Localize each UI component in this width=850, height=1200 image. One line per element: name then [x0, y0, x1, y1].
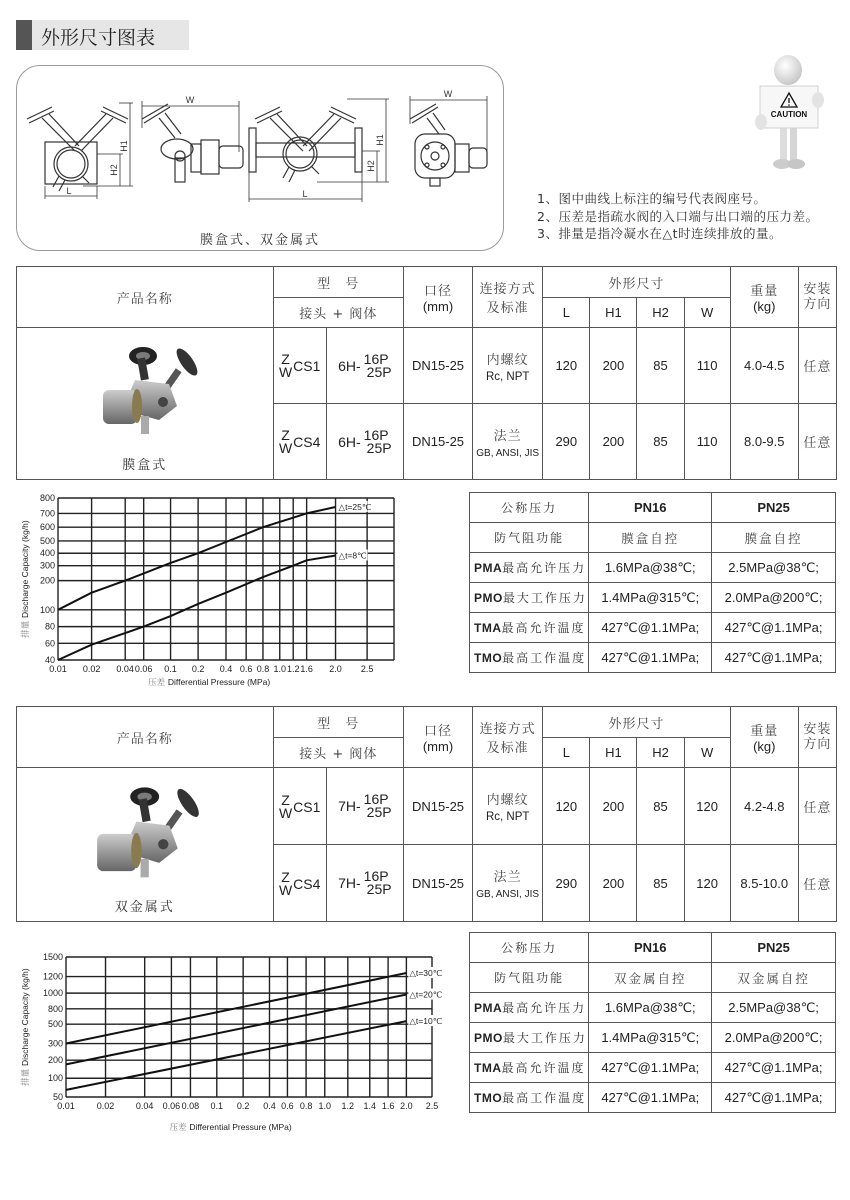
x-tick-label: 0.4 [263, 1101, 276, 1111]
x-tick-label: 2.5 [360, 664, 374, 674]
pressure-table-diaphragm [469, 492, 836, 673]
product-name: 双金属式 [114, 900, 175, 915]
joint-model: Z W CS1 [273, 768, 326, 845]
pressure-row [470, 993, 836, 1023]
header-dimensions: 外形尺寸 [543, 267, 730, 298]
header-connection: 连接方式 及标准 [473, 267, 543, 328]
series-line [66, 995, 406, 1065]
row-label: TMO最高工作温度 [470, 1083, 589, 1113]
dim-L-value: 290 [543, 404, 590, 480]
dim-W-value: 110 [684, 404, 730, 480]
dim-L-value: 120 [543, 328, 590, 404]
x-tick-label: 0.06 [162, 1101, 181, 1111]
y-tick-label: 80 [44, 621, 55, 632]
x-tick-label: 0.1 [210, 1101, 224, 1111]
pn25-header: PN25 [712, 493, 836, 523]
x-tick-label: 0.01 [49, 664, 67, 674]
pn25-value: 2.0MPa@200℃; [712, 583, 836, 613]
dim-label-H1: H1 [119, 140, 129, 152]
y-tick-label: 200 [47, 1055, 63, 1066]
x-tick-label: 0.01 [57, 1101, 75, 1111]
dim-H1-value: 200 [590, 845, 637, 922]
x-axis-label: 压差 Differential Pressure (MPa) [148, 677, 271, 688]
dim-H2-value: 85 [637, 768, 684, 845]
x-tick-label: 2.0 [400, 1101, 413, 1111]
nominal-pressure-label: 公称压力 [470, 933, 589, 963]
body-model: 7H- 16P 25P [326, 768, 403, 845]
y-tick-label: 800 [39, 493, 55, 503]
weight-value: 8.5-10.0 [730, 845, 798, 922]
dim-H1-value: 200 [590, 768, 637, 845]
caution-figure [752, 52, 832, 177]
dim-L-value: 290 [543, 845, 590, 922]
pressure-row [470, 613, 836, 643]
install-value: 任意 [798, 328, 836, 404]
weight-value: 4.2-4.8 [730, 768, 798, 845]
y-tick-label: 800 [47, 1003, 63, 1014]
header-dim-H2: H2 [637, 738, 684, 768]
discharge-chart-bimetal [18, 945, 450, 1135]
y-tick-label: 200 [39, 575, 55, 586]
discharge-chart-diaphragm [18, 490, 418, 690]
x-tick-label: 0.2 [191, 664, 205, 674]
row-label: PMO最大工作压力 [470, 1023, 589, 1053]
series-line [66, 1021, 406, 1090]
y-tick-label: 700 [39, 508, 55, 519]
dimension-diagram [16, 65, 504, 251]
x-tick-label: 2.0 [329, 664, 342, 674]
connection-value: 内螺纹 Rc, NPT [473, 768, 543, 845]
header-weight: 重量 (kg) [730, 267, 798, 328]
x-tick-label: 0.8 [299, 1101, 313, 1111]
dim-label-L: L [66, 186, 72, 196]
weight-value: 4.0-4.5 [730, 328, 798, 404]
dim-label-H2: H2 [366, 160, 376, 172]
pressure-row [470, 523, 836, 553]
header-dimensions: 外形尺寸 [543, 707, 730, 738]
product-photo-diaphragm [99, 344, 219, 444]
header-dim-L: L [543, 738, 590, 768]
header-accent-bar [16, 20, 32, 50]
series-label: △t=25℃ [338, 501, 372, 512]
pn25-value: 膜盒自控 [712, 523, 836, 553]
pn16-value: 427℃@1.1MPa; [589, 643, 712, 673]
dim-H1-value: 200 [590, 328, 637, 404]
pn16-value: 1.4MPa@315℃; [589, 583, 712, 613]
row-label: TMA最高允许温度 [470, 1053, 589, 1083]
pressure-row [470, 1053, 836, 1083]
spec-table-bimetal [16, 706, 837, 922]
pn16-value: 427℃@1.1MPa; [589, 613, 712, 643]
valve-front-view-flanged [249, 107, 362, 182]
x-tick-label: 1.2 [286, 664, 300, 674]
connection-value: 法兰 GB, ANSI, JIS [473, 845, 543, 922]
diagram-caption: 膜盒式、双金属式 [199, 233, 320, 248]
table-row [17, 768, 837, 845]
pn25-header: PN25 [712, 933, 836, 963]
connection-value: 内螺纹 Rc, NPT [473, 328, 543, 404]
pressure-table-bimetal [469, 932, 836, 1113]
dim-label-W: W [443, 89, 453, 99]
pn25-value: 双金属自控 [712, 963, 836, 993]
dim-label-W: W [185, 95, 195, 105]
bore-value: DN15-25 [403, 768, 472, 845]
y-tick-label: 1200 [42, 971, 63, 982]
product-cell [17, 328, 274, 480]
body-model: 7H- 16P 25P [326, 845, 403, 922]
header-dim-W: W [684, 298, 730, 328]
x-tick-label: 1.6 [381, 1101, 395, 1111]
pressure-row [470, 1023, 836, 1053]
dim-H2-value: 85 [637, 328, 684, 404]
x-tick-label: 0.6 [239, 664, 253, 674]
pn16-value: 1.4MPa@315℃; [589, 1023, 712, 1053]
pn25-value: 427℃@1.1MPa; [712, 1053, 836, 1083]
pn16-header: PN16 [589, 933, 712, 963]
dim-W-value: 120 [684, 845, 730, 922]
header-dim-W: W [684, 738, 730, 768]
spec-table-diaphragm [16, 266, 837, 480]
pn25-value: 2.5MPa@38℃; [712, 993, 836, 1023]
header-connection: 连接方式 及标准 [473, 707, 543, 768]
x-tick-label: 0.02 [82, 664, 101, 674]
x-tick-label: 0.04 [116, 664, 134, 674]
x-tick-label: 0.2 [236, 1101, 250, 1111]
dim-W-value: 110 [684, 328, 730, 404]
valve-side-view-flanged [410, 104, 487, 186]
dim-H1-value: 200 [590, 404, 637, 480]
dim-label-L: L [302, 189, 308, 199]
header-model: 型 号 [273, 707, 403, 738]
row-label: PMO最大工作压力 [470, 583, 589, 613]
row-label: TMA最高允许温度 [470, 613, 589, 643]
dim-H2-value: 85 [637, 845, 684, 922]
pn16-value: 1.6MPa@38℃; [589, 993, 712, 1023]
connection-value: 法兰 GB, ANSI, JIS [473, 404, 543, 480]
install-value: 任意 [798, 768, 836, 845]
dim-L-value: 120 [543, 768, 590, 845]
product-photo-bimetal [93, 784, 217, 888]
y-axis-label: 排量 Discharge Capacity (kg/h) [20, 520, 31, 638]
x-tick-label: 1.0 [273, 664, 287, 674]
table-row [17, 328, 837, 404]
x-tick-label: 0.04 [135, 1101, 154, 1111]
pn25-value: 427℃@1.1MPa; [712, 1083, 836, 1113]
bore-value: DN15-25 [403, 845, 472, 922]
header-dim-H1: H1 [590, 298, 637, 328]
pn25-value: 427℃@1.1MPa; [712, 613, 836, 643]
install-value: 任意 [798, 404, 836, 480]
pn16-value: 427℃@1.1MPa; [589, 1053, 712, 1083]
pressure-header-row [470, 493, 836, 523]
header-model-sub: 接头 + 阀体 [273, 738, 403, 768]
weight-value: 8.0-9.5 [730, 404, 798, 480]
x-tick-label: 1.2 [341, 1101, 355, 1111]
x-tick-label: 0.1 [164, 664, 177, 674]
header-product-name: 产品名称 [17, 267, 274, 328]
row-label: PMA最高允许压力 [470, 993, 589, 1023]
header-model: 型 号 [273, 267, 403, 298]
pn16-value: 膜盒自控 [589, 523, 712, 553]
x-tick-label: 1.0 [318, 1101, 332, 1111]
dim-H2-value: 85 [637, 404, 684, 480]
y-tick-label: 60 [44, 638, 55, 649]
notes-list [537, 190, 818, 243]
pressure-row [470, 963, 836, 993]
valve-side-view-threaded [142, 104, 243, 182]
x-tick-label: 0.06 [134, 664, 153, 674]
y-tick-label: 1000 [42, 988, 63, 999]
header-dim-L: L [543, 298, 590, 328]
header-weight: 重量 (kg) [730, 707, 798, 768]
x-tick-label: 0.4 [219, 664, 233, 674]
y-tick-label: 600 [39, 522, 55, 533]
body-model: 6H- 16P 25P [326, 404, 403, 480]
row-label: 防气阻功能 [470, 523, 589, 553]
header-dim-H2: H2 [637, 298, 684, 328]
pn16-value: 427℃@1.1MPa; [589, 1083, 712, 1113]
joint-model: Z W CS1 [273, 328, 326, 404]
joint-model: Z W CS4 [273, 845, 326, 922]
x-tick-label: 2.5 [425, 1101, 439, 1111]
x-tick-label: 1.6 [300, 664, 313, 674]
pressure-row [470, 1083, 836, 1113]
pressure-row [470, 553, 836, 583]
y-tick-label: 40 [44, 655, 55, 665]
header-bore: 口径 (mm) [403, 267, 472, 328]
row-label: PMA最高允许压力 [470, 553, 589, 583]
install-value: 任意 [798, 845, 836, 922]
pressure-header-row [470, 933, 836, 963]
header-product-name: 产品名称 [17, 707, 274, 768]
bore-value: DN15-25 [403, 328, 472, 404]
x-tick-label: 0.8 [256, 664, 270, 674]
y-tick-label: 100 [39, 604, 55, 615]
header-model-sub: 接头 + 阀体 [273, 298, 403, 328]
y-tick-label: 500 [47, 1019, 63, 1030]
pn25-value: 427℃@1.1MPa; [712, 643, 836, 673]
y-tick-label: 1500 [42, 952, 63, 962]
pn16-value: 1.6MPa@38℃; [589, 553, 712, 583]
y-tick-label: 400 [39, 548, 55, 559]
series-label: △t=10℃ [409, 1016, 443, 1027]
y-tick-label: 100 [47, 1073, 63, 1084]
joint-model: Z W CS4 [273, 404, 326, 480]
body-model: 6H- 16P 25P [326, 328, 403, 404]
product-name: 膜盒式 [122, 458, 168, 473]
x-tick-label: 0.02 [96, 1101, 115, 1111]
pressure-row [470, 643, 836, 673]
x-tick-label: 0.6 [281, 1101, 294, 1111]
y-tick-label: 300 [47, 1038, 63, 1049]
section-header [16, 20, 189, 50]
chart-grid [58, 498, 394, 660]
note-item: 2、压差是指疏水阀的入口端与出口端的压力差。 [537, 208, 819, 224]
series-label: △t=30℃ [409, 968, 443, 979]
dim-label-H2: H2 [109, 164, 119, 176]
y-axis-label: 排量 Discharge Capacity (kg/h) [20, 968, 31, 1086]
header-bore: 口径 (mm) [403, 707, 472, 768]
caution-sign-text: CAUTION [770, 110, 808, 119]
pn16-header: PN16 [589, 493, 712, 523]
x-tick-label: 0.08 [181, 1101, 200, 1111]
nominal-pressure-label: 公称压力 [470, 493, 589, 523]
note-item: 1、图中曲线上标注的编号代表阀座号。 [537, 191, 767, 206]
pressure-row [470, 583, 836, 613]
y-tick-label: 50 [52, 1092, 63, 1102]
dim-label-H1: H1 [375, 134, 385, 146]
header-dim-H1: H1 [590, 738, 637, 768]
note-item: 3、排量是指冷凝水在△t时连续排放的量。 [537, 226, 782, 241]
section-title: 外形尺寸图表 [41, 27, 156, 49]
series-label: △t=8℃ [338, 550, 367, 561]
y-tick-label: 500 [39, 535, 55, 546]
product-cell [17, 768, 274, 922]
valve-front-view-threaded [27, 107, 128, 191]
row-label: TMO最高工作温度 [470, 643, 589, 673]
series-label: △t=20℃ [409, 989, 443, 1000]
pn16-value: 双金属自控 [589, 963, 712, 993]
valve-outline-drawings [17, 66, 503, 250]
x-axis-label: 压差 Differential Pressure (MPa) [169, 1122, 292, 1133]
pn25-value: 2.5MPa@38℃; [712, 553, 836, 583]
x-tick-label: 1.4 [363, 1101, 377, 1111]
pn25-value: 2.0MPa@200℃; [712, 1023, 836, 1053]
header-install: 安装 方向 [798, 707, 836, 768]
bore-value: DN15-25 [403, 404, 472, 480]
dim-W-value: 120 [684, 768, 730, 845]
header-install: 安装 方向 [798, 267, 836, 328]
y-tick-label: 300 [39, 560, 55, 571]
row-label: 防气阻功能 [470, 963, 589, 993]
